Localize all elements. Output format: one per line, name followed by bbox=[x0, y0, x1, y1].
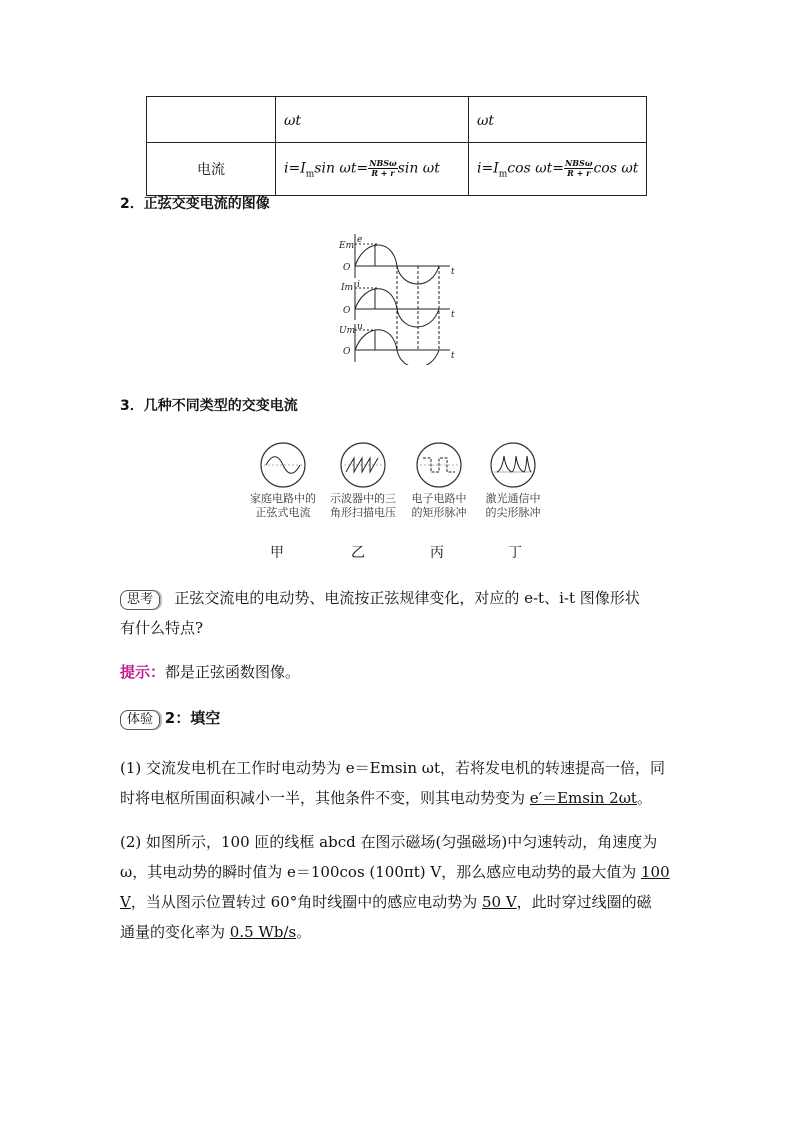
type-label: 乙 bbox=[351, 545, 365, 561]
table-row bbox=[147, 143, 647, 196]
type-label: 甲 bbox=[270, 545, 284, 561]
row-label-current: 电流 bbox=[147, 143, 276, 196]
u-amplitude-label: Um bbox=[339, 326, 356, 336]
caption-line: 正弦式电流 bbox=[255, 506, 311, 519]
question-text: (1) 交流发电机在工作时电动势为 e＝Emsin ωt，若将发电机的转速提高一倍，同 bbox=[120, 759, 666, 777]
t-axis-label: t bbox=[451, 267, 455, 277]
fraction-denominator: R + r bbox=[567, 167, 591, 178]
e-amplitude-label: Em bbox=[339, 241, 355, 251]
experience-title: 2：填空 bbox=[164, 709, 221, 727]
question-text: (2) 如图所示，100 匝的线框 abcd 在图示磁场(匀强磁场)中匀速转动，角速度为 bbox=[120, 833, 658, 851]
question-text: ，当从图示位置转过 60°角时线圈中的感应电动势为 bbox=[130, 893, 482, 911]
answer-blank: e′＝Emsin 2ωt bbox=[529, 789, 637, 807]
hint-label: 提示： bbox=[120, 663, 166, 681]
hint-text: 都是正弦函数图像。 bbox=[165, 663, 301, 681]
question-text: 时将电枢所围面积减小一半，其他条件不变，则其电动势变为 bbox=[120, 789, 530, 807]
caption-line: 激光通信中 bbox=[485, 492, 541, 505]
question-line bbox=[120, 783, 680, 813]
experience-tag: 体验 bbox=[120, 710, 160, 730]
t-axis-label: t bbox=[451, 351, 455, 361]
think-text: 正弦交流电的电动势、电流按正弦规律变化，对应的 e-t、i-t 图像形状 bbox=[174, 589, 640, 607]
t-axis-label: t bbox=[451, 310, 455, 320]
question-line bbox=[120, 857, 680, 887]
fraction-numerator: NBSω bbox=[564, 157, 593, 168]
table-row bbox=[147, 97, 647, 143]
section-heading-graph: 2．正弦交变电流的图像 bbox=[120, 196, 270, 212]
formula-part: i=I bbox=[477, 160, 499, 177]
origin-label: O bbox=[343, 306, 351, 316]
question-text: ，此时穿过线圈的磁 bbox=[516, 893, 652, 911]
formula-sub: m bbox=[498, 169, 508, 180]
i-amplitude-label: Im bbox=[341, 283, 354, 293]
fraction-numerator: NBSω bbox=[369, 157, 397, 168]
question-text: ω，其电动势的瞬时值为 e＝100cos (100πt) V，那么感应电动势的最大值为 bbox=[120, 863, 641, 881]
sawtooth-wave-icon bbox=[338, 440, 388, 490]
think-line bbox=[120, 583, 680, 613]
origin-label: O bbox=[343, 347, 351, 357]
caption-line: 家庭电路中的 bbox=[250, 492, 316, 505]
question-1 bbox=[120, 753, 680, 813]
table-cell: ωt bbox=[469, 97, 647, 143]
formula-part: sin ωt bbox=[397, 160, 440, 177]
i-axis-label: i bbox=[357, 280, 360, 290]
question-line bbox=[120, 887, 680, 917]
table-cell-empty bbox=[147, 97, 276, 143]
formula-part: sin ωt= bbox=[314, 160, 369, 177]
u-axis-label: u bbox=[357, 322, 363, 332]
answer-blank: 50 V bbox=[481, 893, 517, 911]
formula-part: cos ωt bbox=[593, 160, 639, 177]
think-text: 有什么特点? bbox=[120, 619, 204, 637]
formula-table bbox=[146, 96, 647, 196]
type-label: 丙 bbox=[430, 545, 444, 561]
answer-blank: 100 bbox=[641, 863, 670, 881]
formula-part: cos ωt= bbox=[507, 160, 564, 177]
table-cell: ωt bbox=[276, 97, 469, 143]
answer-blank: 0.5 Wb/s bbox=[229, 923, 297, 941]
question-text: 。 bbox=[636, 789, 652, 807]
formula-sub: m bbox=[305, 169, 315, 180]
formula-part: i=I bbox=[284, 160, 306, 177]
e-axis-label: e bbox=[357, 235, 363, 245]
hint-paragraph bbox=[120, 657, 300, 687]
sine-graphs-figure bbox=[335, 230, 465, 365]
question-2 bbox=[120, 827, 680, 947]
caption-line: 的矩形脉冲 bbox=[411, 506, 467, 519]
caption-line: 的尖形脉冲 bbox=[485, 506, 541, 519]
question-line bbox=[120, 917, 680, 947]
think-paragraph bbox=[120, 583, 680, 643]
caption-line: 电子电路中 bbox=[411, 492, 467, 505]
caption-line: 示波器中的三 bbox=[330, 492, 396, 505]
fraction-denominator: R + r bbox=[371, 167, 395, 178]
fraction bbox=[564, 159, 593, 178]
sine-wave-icon bbox=[258, 440, 308, 490]
origin-label: O bbox=[343, 263, 351, 273]
current-sin-formula bbox=[276, 143, 469, 196]
square-wave-icon bbox=[414, 440, 464, 490]
section-heading-types: 3．几种不同类型的交变电流 bbox=[120, 398, 298, 414]
type-caption bbox=[463, 492, 563, 520]
caption-line: 角形扫描电压 bbox=[330, 506, 396, 519]
fraction bbox=[368, 159, 397, 178]
type-label: 丁 bbox=[508, 545, 522, 561]
current-cos-formula bbox=[469, 143, 647, 196]
experience-heading bbox=[120, 703, 220, 733]
spike-wave-icon bbox=[488, 440, 538, 490]
question-text: 通量的变化率为 bbox=[120, 923, 230, 941]
think-tag: 思考 bbox=[120, 590, 160, 610]
u-sine-curve bbox=[355, 330, 439, 365]
answer-blank: V bbox=[120, 893, 131, 911]
question-text: 。 bbox=[296, 923, 312, 941]
